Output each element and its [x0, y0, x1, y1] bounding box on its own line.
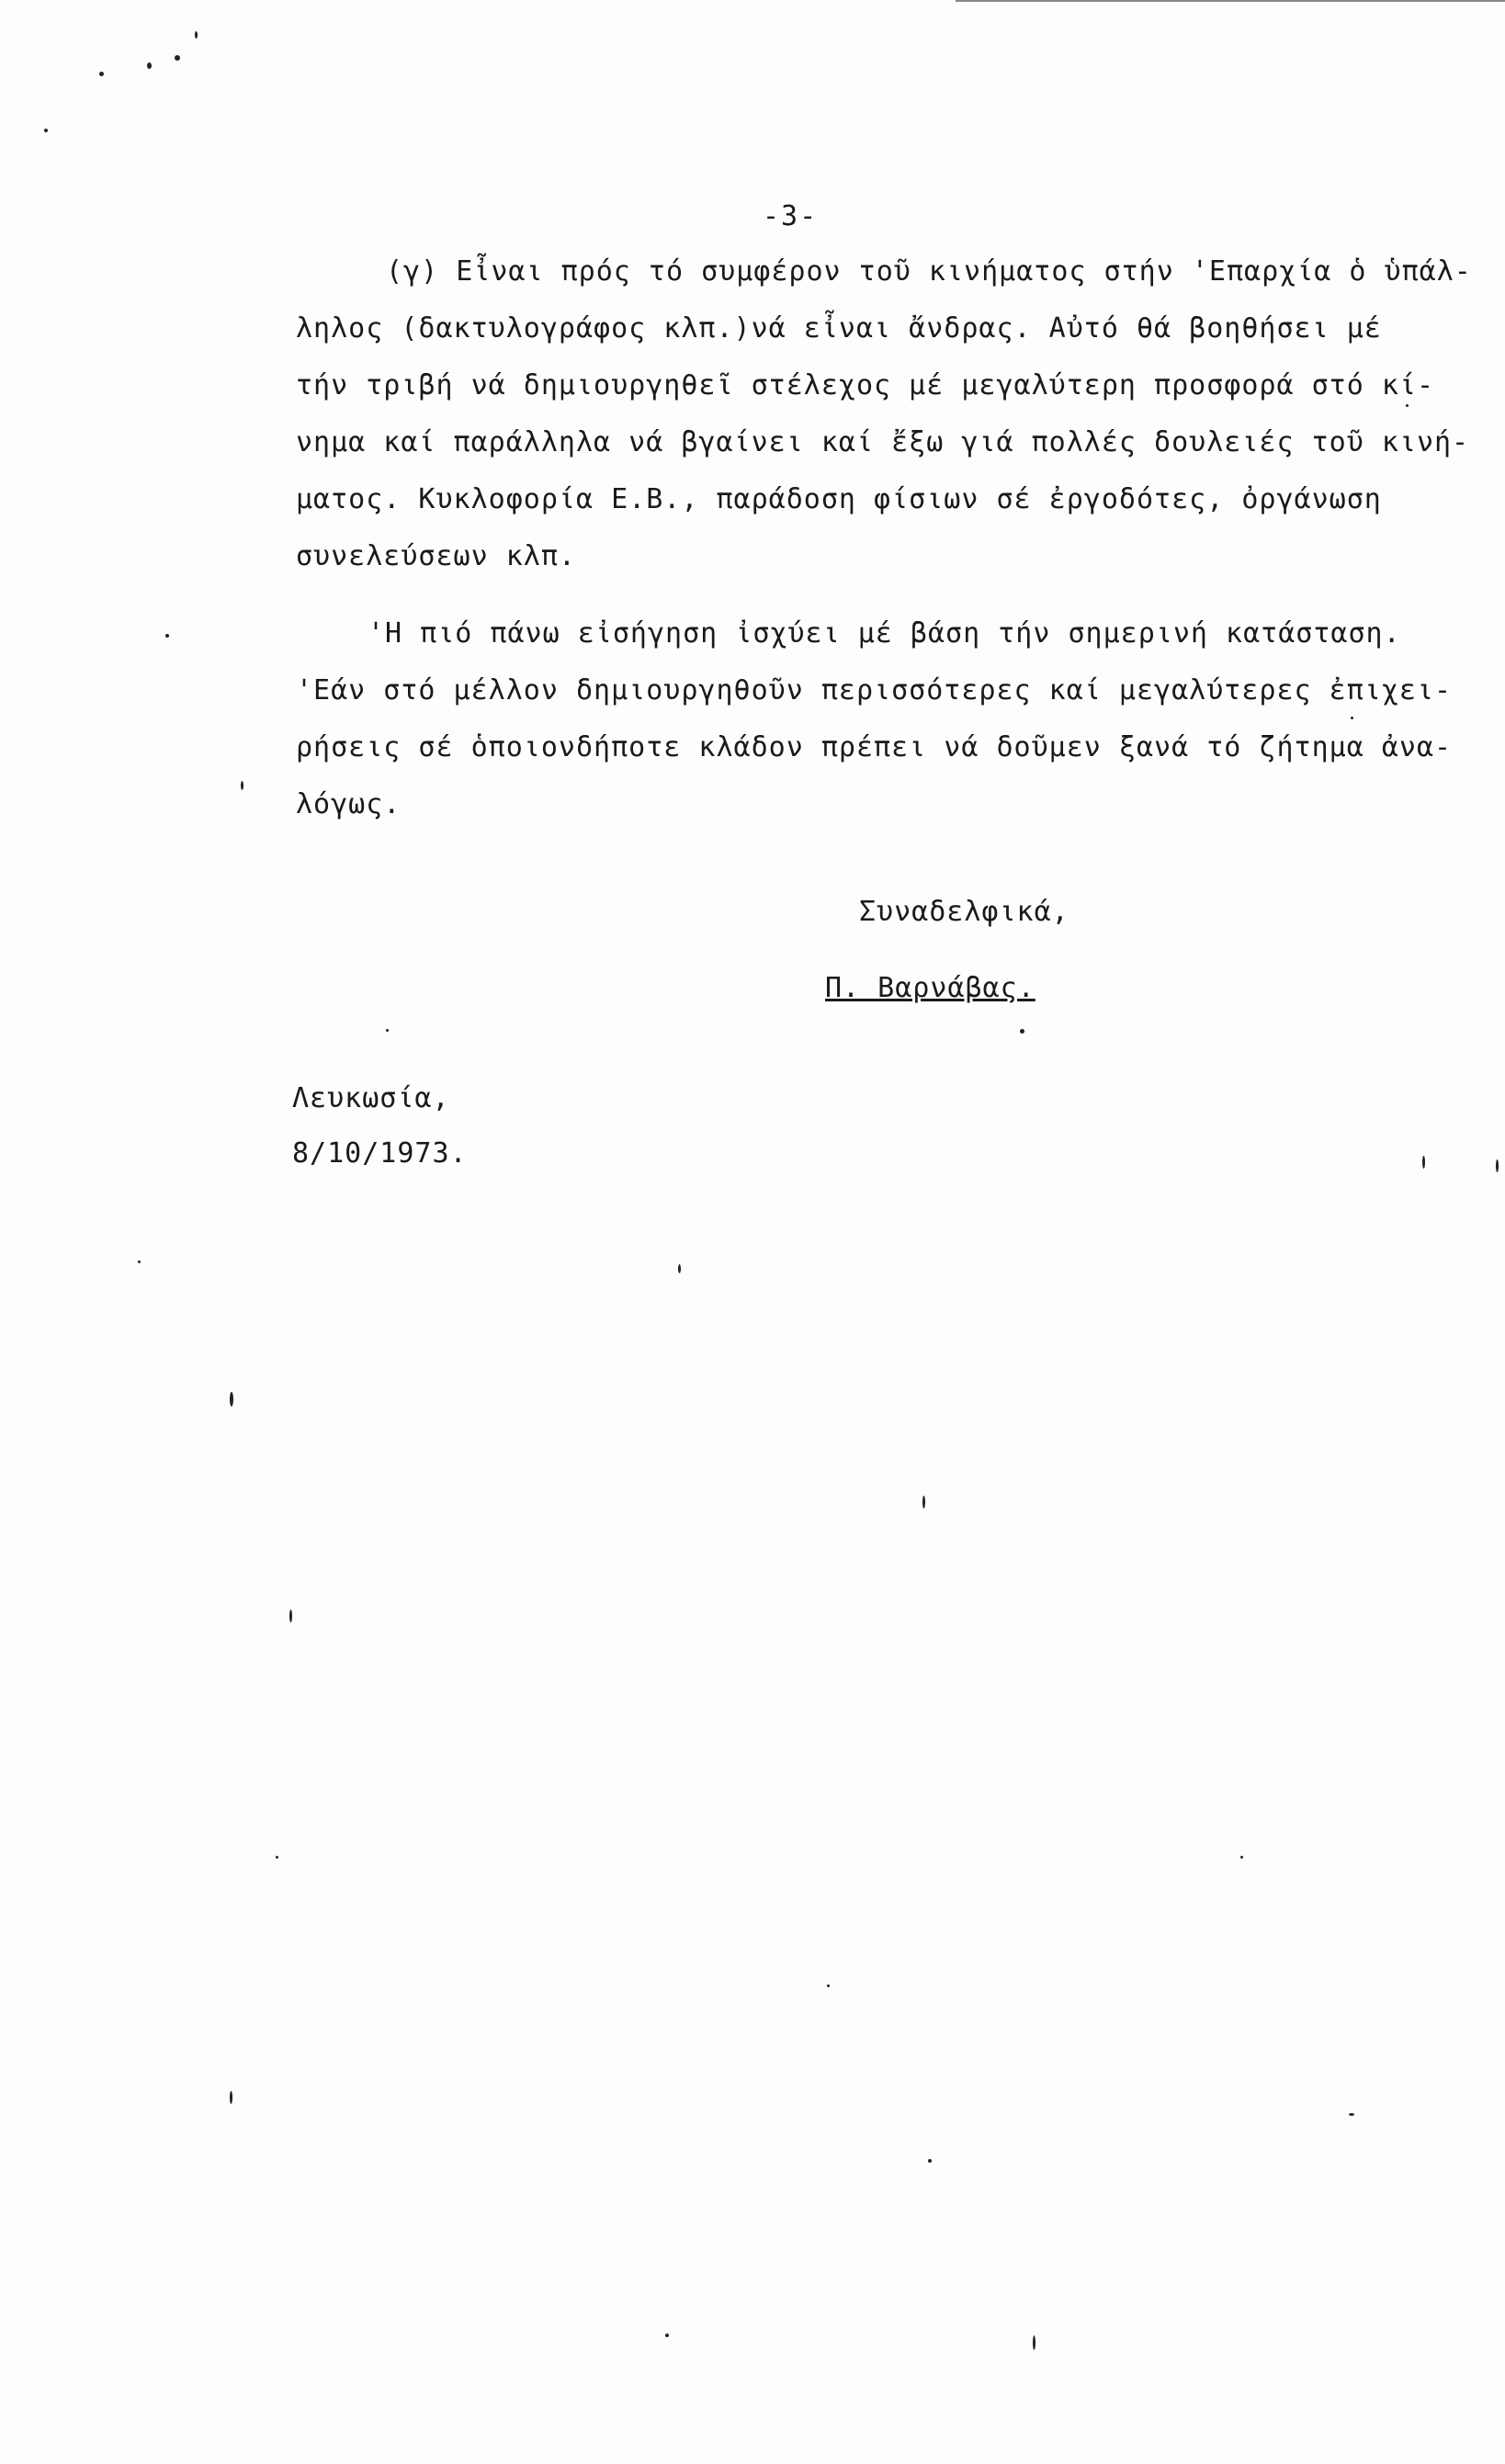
paragraph-1-line: νημα καί παράλληλα νά βγαίνει καί ἔξω γιά πολλές δουλειές τοῦ κινή- — [296, 426, 1470, 458]
signature-name: Π. Βαρνάβας. — [825, 972, 1035, 1004]
scan-speck — [1033, 2335, 1035, 2350]
page-number: -3- — [763, 200, 819, 232]
scan-speck — [241, 781, 243, 790]
scan-speck — [276, 1856, 278, 1859]
date-line: 8/10/1973. — [292, 1137, 468, 1170]
place-line: Λευκωσία, — [292, 1082, 450, 1114]
closing-salutation: Συναδελφικά, — [859, 896, 1069, 928]
scan-speck — [1240, 1856, 1243, 1859]
scan-speck — [922, 1496, 925, 1509]
paragraph-2-line: λόγως. — [296, 788, 402, 820]
scan-speck — [230, 1396, 232, 1399]
scan-speck — [1351, 717, 1353, 719]
paragraph-2-line: 'Εάν στό μέλλον δημιουργηθοῦν περισσότερες καί μεγαλύτερες ἐπιχει- — [296, 674, 1453, 706]
scan-speck — [147, 62, 152, 69]
scan-speck — [665, 2334, 669, 2337]
scan-speck — [1406, 404, 1409, 407]
scan-speck — [230, 1392, 233, 1407]
scan-speck — [678, 1264, 681, 1273]
scan-speck — [195, 31, 198, 39]
paragraph-1-line: ματος. Κυκλοφορία Ε.Β., παράδοση φίσιων σέ ἐργοδότες, ὀργάνωση — [296, 483, 1382, 515]
scan-speck — [1349, 2113, 1354, 2116]
scan-speck — [175, 55, 180, 61]
scan-speck — [99, 72, 104, 76]
scan-speck — [1020, 1029, 1024, 1034]
scan-speck — [44, 129, 48, 132]
paragraph-2-line: ρήσεις σέ ὁποιονδήποτε κλάδον πρέπει νά δοῦμεν ξανά τό ζήτημα ἀνα- — [296, 731, 1453, 763]
paragraph-1-line: ληλος (δακτυλογράφος κλπ.)νά εἶναι ἄνδρας. Αὐτό θά βοηθήσει μέ — [296, 312, 1382, 345]
scan-edge-rule — [956, 0, 1505, 2]
scan-speck — [827, 1984, 830, 1987]
paragraph-1-line: συνελεύσεων κλπ. — [296, 540, 576, 572]
paragraph-1-line: τήν τριβή νά δημιουργηθεῖ στέλεχος μέ μεγαλύτερη προσφορά στό κί- — [296, 369, 1434, 401]
scan-speck — [230, 2091, 232, 2104]
scan-speck — [165, 634, 169, 638]
scan-speck — [1422, 1156, 1425, 1169]
scan-speck — [289, 1610, 292, 1622]
paragraph-2-line: 'Η πιό πάνω εἰσήγηση ἰσχύει μέ βάση τήν σημερινή κατάσταση. — [368, 617, 1401, 650]
scan-speck — [138, 1260, 141, 1263]
paragraph-1-line: (γ) Εἶναι πρός τό συμφέρον τοῦ κινήματος στήν 'Επαρχία ὁ ὑπάλ- — [386, 255, 1472, 288]
scan-speck — [386, 1029, 389, 1032]
scan-speck — [928, 2159, 932, 2163]
scan-speck — [1496, 1159, 1499, 1172]
